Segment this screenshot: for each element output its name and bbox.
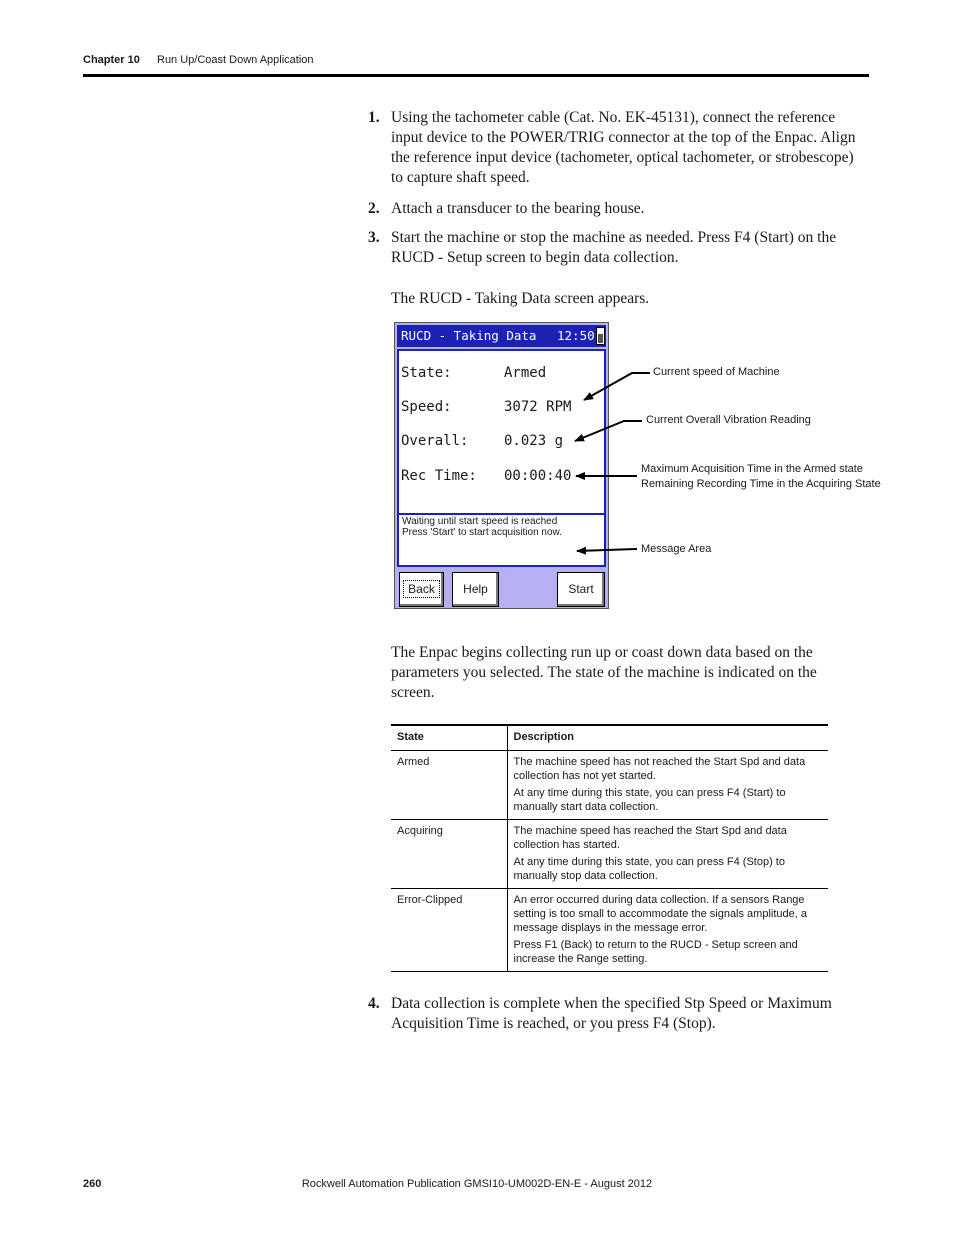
chapter-label: Chapter 10	[83, 54, 140, 66]
description-text: The machine speed has reached the Start Spd and data collection has started.	[513, 824, 787, 851]
device-title: RUCD - Taking Data	[401, 328, 537, 343]
page-number: 260	[83, 1178, 102, 1190]
back-button[interactable]	[399, 572, 444, 607]
battery-icon	[596, 327, 605, 345]
description-cell	[507, 819, 828, 888]
reading-label: Overall:	[401, 433, 469, 449]
device-screen	[394, 322, 609, 609]
reading-label: Speed:	[401, 399, 452, 415]
table-row	[391, 819, 828, 888]
state-table	[391, 724, 828, 972]
device-message-area	[397, 513, 606, 567]
header-rule	[83, 74, 869, 77]
device-clock: 12:50	[557, 328, 595, 343]
reading-value: Armed	[504, 365, 547, 381]
state-cell: Armed	[391, 750, 507, 819]
step-3	[368, 228, 860, 268]
device-titlebar	[397, 325, 606, 347]
state-cell: Error-Clipped	[391, 888, 507, 971]
reading-value: 0.023 g	[504, 433, 564, 449]
description-text: An error occurred during data collection. If a sensors Range setting is too small to accommodate the signals amplitude, a message displays in the message error.	[513, 893, 807, 934]
step-text: Attach a transducer to the bearing house.	[391, 200, 645, 217]
column-header-description: Description	[507, 725, 828, 750]
start-button[interactable]: Start	[557, 572, 605, 607]
table-row	[391, 750, 828, 819]
description-cell	[507, 750, 828, 819]
description-text: The machine speed has not reached the Start Spd and data collection has not yet started.	[513, 755, 806, 782]
callout-overall: Current Overall Vibration Reading	[646, 414, 811, 426]
help-button[interactable]: Help	[452, 572, 499, 607]
step-4	[368, 994, 860, 1034]
column-header-state: State	[391, 725, 507, 750]
device-readings-panel	[397, 349, 606, 533]
message-line: Press 'Start' to start acquisition now.	[402, 527, 562, 538]
chapter-title: Run Up/Coast Down Application	[157, 54, 314, 66]
description-text: At any time during this state, you can press F4 (Start) to manually start data collection.	[513, 786, 786, 813]
step-2	[368, 199, 860, 219]
step-text: Data collection is complete when the specified Stp Speed or Maximum Acquisition Time is reached, or you press F4 (Stop).	[391, 995, 832, 1032]
callout-rec-time	[641, 462, 881, 492]
description-cell	[507, 888, 828, 971]
after-screen-paragraph: The Enpac begins collecting run up or coast down data based on the parameters you selected. The state of the machine is indicated on the screen.	[391, 644, 817, 701]
step-number: 2.	[368, 200, 380, 217]
step-number: 1.	[368, 109, 380, 126]
table-row	[391, 888, 828, 971]
callout-line: Remaining Recording Time in the Acquiring State	[641, 478, 881, 490]
reading-value: 00:00:40	[504, 468, 572, 484]
reading-value: 3072 RPM	[504, 399, 572, 415]
step-number: 3.	[368, 229, 380, 246]
table-header-row	[391, 725, 828, 750]
reading-label: Rec Time:	[401, 468, 477, 484]
callout-speed: Current speed of Machine	[653, 366, 780, 378]
step-1	[368, 108, 860, 188]
step-text: Start the machine or stop the machine as needed. Press F4 (Start) on the RUCD - Setup screen to begin data collection.	[391, 229, 837, 266]
publication-info: Rockwell Automation Publication GMSI10-UM002D-EN-E - August 2012	[301, 1178, 653, 1190]
state-cell: Acquiring	[391, 819, 507, 888]
step-text: Using the tachometer cable (Cat. No. EK-45131), connect the reference input device to the POWER/TRIG connector at the top of the Enpac. Align the reference input device (tachometer, optical tachometer, or strobescope) to capture shaft speed.	[391, 109, 856, 186]
back-button-label: Back	[403, 580, 440, 598]
callout-message: Message Area	[641, 543, 712, 555]
description-text: Press F1 (Back) to return to the RUCD - Setup screen and increase the Range setting.	[513, 938, 798, 965]
screen-intro: The RUCD - Taking Data screen appears.	[391, 290, 650, 307]
callout-line: Maximum Acquisition Time in the Armed state	[641, 463, 863, 475]
description-text: At any time during this state, you can press F4 (Stop) to manually stop data collection.	[513, 855, 785, 882]
step-number: 4.	[368, 995, 380, 1012]
message-line: Waiting until start speed is reached	[402, 516, 558, 527]
reading-label: State:	[401, 365, 452, 381]
